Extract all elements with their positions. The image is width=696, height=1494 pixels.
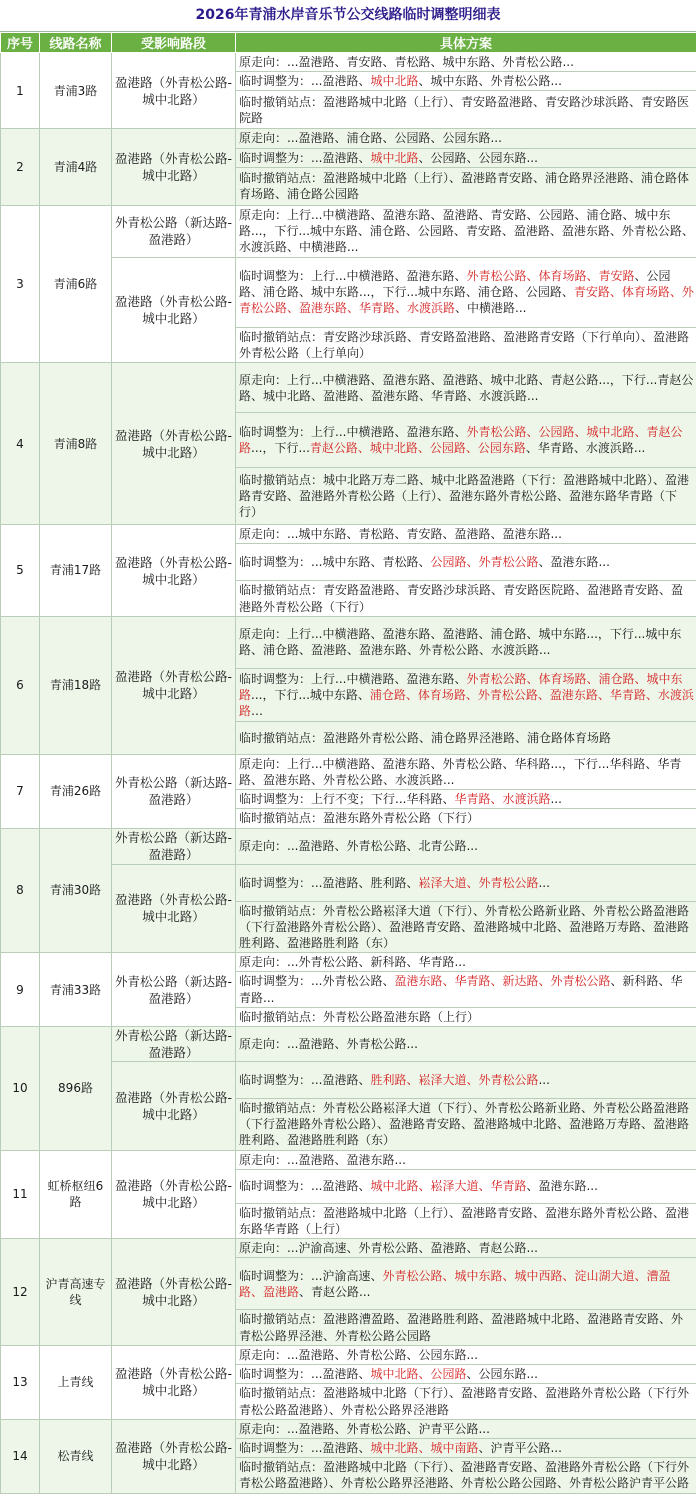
temp-route-text: 、公园路、公园东路... xyxy=(418,151,537,165)
temp-route-text: ...，下行...城中东路、 xyxy=(251,688,370,702)
row-index: 14 xyxy=(1,1419,40,1493)
original-route: 原走向：上行...中横港路、盈港东路、外青松公路、华科路...，下行...华科路、华青路、盈港东路、外青松公路、水渡浜路... xyxy=(236,754,696,789)
temp-route-text: 临时调整为：...盈港路、 xyxy=(239,1441,370,1455)
affected-road: 外青松公路（新达路-盈港路） xyxy=(112,1027,236,1062)
row-index: 13 xyxy=(1,1345,40,1419)
cancelled-stops: 临时撤销站点：外青松公路崧泽大道（下行）、外青松公路新业路、外青松公路盈港路（下行盈港路外青松公路）、盈港路青安路、盈港路城中北路、盈港路万寿路、盈港路胜利路、盈港路胜利路（东） xyxy=(236,901,696,953)
temporary-route xyxy=(236,668,696,721)
temp-route-changed: 外青松公路、公园路、城中北路、青赵公路 xyxy=(239,425,682,455)
temp-route-changed: 胜利路、崧泽大道、外青松公路 xyxy=(370,1073,538,1087)
cancelled-stops: 临时撤销站点：外青松公路崧泽大道（下行）、外青松公路新业路、外青松公路盈港路（下行盈港路外青松公路）、盈港路青安路、盈港路城中北路、盈港路万寿路、盈港路胜利路、盈港路胜利路（东） xyxy=(236,1099,696,1151)
header-plan: 具体方案 xyxy=(236,33,696,53)
original-route: 原走向：上行...中横港路、盈港东路、盈港路、浦仓路、城中东路...，下行...城中东路、浦仓路、盈港路、盈港东路、外青松公路、水渡浜路... xyxy=(236,616,696,668)
temporary-route xyxy=(236,413,696,468)
cancelled-stops: 临时撤销站点：盈港路城中北路（上行）、盈港路青安路、盈港东路外青松公路、盈港东路华青路（上行） xyxy=(236,1203,696,1238)
table-row xyxy=(1,1150,696,1169)
table-row xyxy=(1,1027,696,1062)
cancelled-stops: 临时撤销站点：盈港路城中北路（上行）、盈港路青安路、浦仓路界泾港路、浦仓路体育场路、浦仓路公园路 xyxy=(236,167,696,205)
temp-route-text: ... xyxy=(538,876,549,890)
line-name: 青浦26路 xyxy=(40,754,112,828)
cancelled-stops: 临时撤销站点：盈港路外青松公路、浦仓路界泾港路、浦仓路体育场路 xyxy=(236,721,696,754)
original-route: 原走向：...盈港路、外青松公路、北青公路... xyxy=(236,828,696,864)
temporary-route xyxy=(236,972,696,1007)
temp-route-changed: 城中北路、崧泽大道、华青路 xyxy=(370,1179,526,1193)
temp-route-changed: 崧泽大道、外青松公路 xyxy=(418,876,538,890)
row-index: 1 xyxy=(1,53,40,129)
temp-route-changed: 城中北路 xyxy=(370,151,418,165)
affected-road: 盈港路（外青松公路-城中北路） xyxy=(112,1419,236,1493)
line-name: 青浦6路 xyxy=(40,205,112,362)
temp-route-changed: 外青松公路、体育场路、青安路 xyxy=(466,269,634,283)
original-route: 原走向：...盈港路、外青松公路、公园东路... xyxy=(236,1345,696,1364)
cancelled-stops: 临时撤销站点：青安路沙球浜路、青安路盈港路、盈港路青安路（下行单向）、盈港路外青松公路（上行单向） xyxy=(236,327,696,362)
affected-road: 盈港路（外青松公路-城中北路） xyxy=(112,616,236,754)
line-name: 青浦17路 xyxy=(40,525,112,617)
temp-route-text: ... xyxy=(538,1073,549,1087)
temp-route-text: 、沪青平公路... xyxy=(478,1441,561,1455)
line-name: 青浦33路 xyxy=(40,953,112,1027)
temp-route-text: 、盈港东路... xyxy=(538,555,609,569)
row-index: 9 xyxy=(1,953,40,1027)
table-row xyxy=(1,363,696,413)
line-name: 青浦4路 xyxy=(40,129,112,205)
temp-route-changed: 青安路、体育场路、外青松公路、盈港东路、华青路、水渡浜路 xyxy=(239,285,694,315)
temp-route-text: 临时调整为：...沪渝高速、 xyxy=(239,1269,382,1283)
temporary-route xyxy=(236,257,696,327)
temporary-route xyxy=(236,148,696,167)
cancelled-stops: 临时撤销站点：城中北路万寿二路、城中北路盈港路（下行：盈港路城中北路）、盈港路青安路、盈港路外青松公路（上行）、盈港东路外青松公路、盈港东路华青路（下行） xyxy=(236,468,696,525)
line-name: 青浦3路 xyxy=(40,53,112,129)
original-route: 原走向：上行...中横港路、盈港东路、盈港路、城中北路、青赵公路...，下行...青赵公路、城中北路、盈港路、盈港东路、华青路、水渡浜路... xyxy=(236,363,696,413)
temp-route-text: 临时调整为：...盈港路、 xyxy=(239,1073,370,1087)
original-route: 原走向：...盈港路、青安路、青松路、城中东路、外青松公路... xyxy=(236,53,696,72)
table-row xyxy=(1,1419,696,1438)
temp-route-changed: 公园路、外青松公路 xyxy=(430,555,538,569)
temp-route-text: … xyxy=(251,704,263,718)
header-index: 序号 xyxy=(1,33,40,53)
affected-road: 盈港路（外青松公路-城中北路） xyxy=(112,1150,236,1239)
affected-road: 盈港路（外青松公路-城中北路） xyxy=(112,363,236,525)
affected-road: 外青松公路（新达路-盈港路） xyxy=(112,754,236,828)
temp-route-text: 临时调整为：...盈港路、 xyxy=(239,1179,370,1193)
temp-route-text: 、盈港东路... xyxy=(526,1179,597,1193)
cancelled-stops: 临时撤销站点：盈港东路外青松公路（下行） xyxy=(236,809,696,828)
temp-route-text: 、公园东路... xyxy=(466,1367,537,1381)
table-row xyxy=(1,953,696,972)
temporary-route xyxy=(236,1365,696,1384)
temp-route-text: ... xyxy=(550,792,561,806)
line-name: 896路 xyxy=(40,1027,112,1151)
affected-road: 外青松公路（新达路-盈港路） xyxy=(112,953,236,1027)
temp-route-text: 、新科路、华青路... xyxy=(239,974,682,1004)
table-row xyxy=(1,53,696,72)
table-row xyxy=(1,205,696,257)
row-index: 8 xyxy=(1,828,40,953)
line-name: 上青线 xyxy=(40,1345,112,1419)
cancelled-stops: 临时撤销站点：外青松公路盈港东路（上行） xyxy=(236,1007,696,1026)
temporary-route xyxy=(236,544,696,581)
original-route: 原走向：...盈港路、外青松公路... xyxy=(236,1027,696,1062)
temp-route-text: 临时调整为：...盈港路、 xyxy=(239,74,370,88)
temp-route-changed: 外青松公路、体育场路、浦仓路、城中东路 xyxy=(239,672,682,702)
adjustment-table xyxy=(0,32,696,1494)
cancelled-stops: 临时撤销站点：盈港路城中北路（上行）、青安路盈港路、青安路沙球浜路、青安路医院路 xyxy=(236,91,696,129)
cancelled-stops: 临时撤销站点：盈港路城中北路（下行）、盈港路青安路、盈港路外青松公路（下行外青松公路盈港路）、外青松公路界泾港路 xyxy=(236,1384,696,1419)
affected-road: 外青松公路（新达路-盈港路） xyxy=(112,205,236,257)
temp-route-changed: 外青松公路、城中东路、城中西路、淀山湖大道、漕盈路、盈港路 xyxy=(239,1269,670,1299)
temp-route-text: 、华青路、水渡浜路... xyxy=(526,441,645,455)
table-row xyxy=(1,525,696,544)
affected-road: 盈港路（外青松公路-城中北路） xyxy=(112,1345,236,1419)
temp-route-changed: 城中北路、城中南路 xyxy=(370,1441,478,1455)
line-name: 青浦8路 xyxy=(40,363,112,525)
temporary-route xyxy=(236,864,696,901)
temp-route-changed: 城中北路、公园路 xyxy=(370,1367,466,1381)
original-route: 原走向：...盈港路、外青松公路、沪青平公路... xyxy=(236,1419,696,1438)
temp-route-changed: 浦仓路、体育场路、外青松公路、盈港东路、华青路、水渡浜路 xyxy=(239,688,694,718)
row-index: 12 xyxy=(1,1239,40,1346)
temp-route-text: 临时调整为：...盈港路、 xyxy=(239,151,370,165)
original-route: 原走向：...盈港路、浦仓路、公园路、公园东路... xyxy=(236,129,696,148)
table-row xyxy=(1,129,696,148)
temp-route-text: 临时调整为：...外青松公路、 xyxy=(239,974,394,988)
temp-route-text: 、公园路、浦仓路、城中东路...，下行...城中东路、浦仓路、公园路、 xyxy=(239,269,670,299)
line-name: 沪青高速专线 xyxy=(40,1239,112,1346)
row-index: 5 xyxy=(1,525,40,617)
temp-route-text: ...，下行... xyxy=(251,441,310,455)
affected-road: 盈港路（外青松公路-城中北路） xyxy=(112,525,236,617)
table-row xyxy=(1,754,696,789)
row-index: 11 xyxy=(1,1150,40,1239)
cancelled-stops: 临时撤销站点：盈港路漕盈路、盈港路胜利路、盈港路城中北路、盈港路青安路、外青松公路界泾港、外青松公路公园路 xyxy=(236,1310,696,1345)
page-title: 2026年青浦水岸音乐节公交线路临时调整明细表 xyxy=(0,0,696,32)
table-row xyxy=(1,828,696,864)
temporary-route xyxy=(236,1169,696,1203)
temp-route-text: 临时调整为：上行不变；下行...华科路、 xyxy=(239,792,454,806)
row-index: 2 xyxy=(1,129,40,205)
temp-route-text: 临时调整为：上行...中横港路、盈港东路、 xyxy=(239,425,466,439)
temp-route-changed: 城中北路 xyxy=(370,74,418,88)
original-route: 原走向：...城中东路、青松路、青安路、盈港路、盈港东路... xyxy=(236,525,696,544)
affected-road: 盈港路（外青松公路-城中北路） xyxy=(112,129,236,205)
affected-road: 外青松公路（新达路-盈港路） xyxy=(112,828,236,864)
row-index: 7 xyxy=(1,754,40,828)
temp-route-changed: 华青路、水渡浜路 xyxy=(454,792,550,806)
temp-route-text: 临时调整为：...城中东路、青松路、 xyxy=(239,555,430,569)
temp-route-text: 临时调整为：...盈港路、胜利路、 xyxy=(239,876,418,890)
line-name: 松青线 xyxy=(40,1419,112,1493)
temporary-route xyxy=(236,1258,696,1310)
affected-road: 盈港路（外青松公路-城中北路） xyxy=(112,1239,236,1346)
original-route: 原走向：...沪渝高速、外青松公路、盈港路、青赵公路... xyxy=(236,1239,696,1258)
line-name: 青浦18路 xyxy=(40,616,112,754)
temp-route-text: 临时调整为：上行...中横港路、盈港东路、 xyxy=(239,269,466,283)
header-line-name: 线路名称 xyxy=(40,33,112,53)
row-index: 3 xyxy=(1,205,40,362)
header-affected-road: 受影响路段 xyxy=(112,33,236,53)
cancelled-stops: 临时撤销站点：青安路盈港路、青安路沙球浜路、青安路医院路、盈港路青安路、盈港路外青松公路（下行） xyxy=(236,581,696,616)
temp-route-text: 、青赵公路... xyxy=(299,1285,370,1299)
table-row xyxy=(1,616,696,668)
table-header-row xyxy=(1,33,696,53)
original-route: 原走向：...外青松公路、新科路、华青路... xyxy=(236,953,696,972)
row-index: 6 xyxy=(1,616,40,754)
temporary-route xyxy=(236,1062,696,1099)
affected-road: 盈港路（外青松公路-城中北路） xyxy=(112,864,236,953)
temporary-route xyxy=(236,1438,696,1457)
temporary-route xyxy=(236,790,696,809)
affected-road: 盈港路（外青松公路-城中北路） xyxy=(112,257,236,362)
affected-road: 盈港路（外青松公路-城中北路） xyxy=(112,1062,236,1151)
table-row xyxy=(1,1239,696,1258)
temp-route-text: 、中横港路... xyxy=(455,301,526,315)
temp-route-text: 、城中东路、外青松公路... xyxy=(418,74,561,88)
cancelled-stops: 临时撤销站点：盈港路城中北路（下行）、盈港路青安路、盈港路外青松公路（下行外青松公路盈港路）、外青松公路界泾港路、外青松公路公园路、外青松公路沪青平公路 xyxy=(236,1458,696,1493)
temp-route-text: 临时调整为：...盈港路、 xyxy=(239,1367,370,1381)
table-body xyxy=(1,53,696,1494)
temporary-route xyxy=(236,72,696,91)
row-index: 10 xyxy=(1,1027,40,1151)
original-route: 原走向：...盈港路、盈港东路... xyxy=(236,1150,696,1169)
temp-route-changed: 盈港东路、华青路、新达路、外青松公路 xyxy=(394,974,610,988)
table-row xyxy=(1,1345,696,1364)
affected-road: 盈港路（外青松公路-城中北路） xyxy=(112,53,236,129)
temp-route-changed: 青赵公路、城中北路、公园路、公园东路 xyxy=(310,441,526,455)
line-name: 青浦30路 xyxy=(40,828,112,953)
original-route: 原走向：上行...中横港路、盈港东路、盈港路、青安路、公园路、浦仓路、城中东路...，下行...城中东路、浦仓路、公园路、青安路、盈港路、盈港东路、外青松公路、水渡浜路、中横港路... xyxy=(236,205,696,257)
temp-route-text: 临时调整为：上行...中横港路、盈港东路、 xyxy=(239,672,466,686)
line-name: 虹桥枢纽6路 xyxy=(40,1150,112,1239)
row-index: 4 xyxy=(1,363,40,525)
